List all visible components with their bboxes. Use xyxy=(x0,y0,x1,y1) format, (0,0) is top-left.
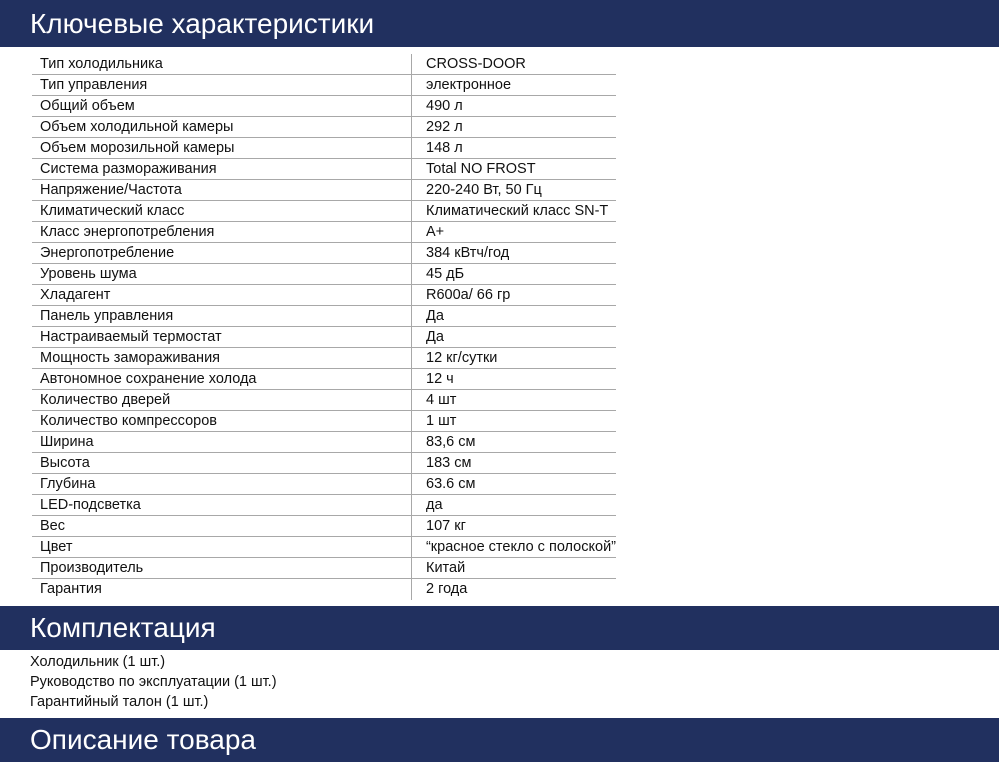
spec-label: Объем холодильной камеры xyxy=(40,119,234,135)
spec-value: 148 л xyxy=(411,138,616,158)
spec-row xyxy=(32,54,616,75)
spec-label: Мощность замораживания xyxy=(40,350,221,366)
spec-row xyxy=(32,327,616,348)
specs-section-header xyxy=(0,0,999,47)
package-item: Холодильник (1 шт.) xyxy=(30,654,166,670)
spec-value: 183 см xyxy=(411,453,616,473)
spec-value: 12 кг/сутки xyxy=(411,348,616,368)
spec-label: Энергопотребление xyxy=(40,245,175,261)
spec-value: 490 л xyxy=(411,96,616,116)
spec-label: Ширина xyxy=(40,434,94,450)
spec-value: 220-240 Вт, 50 Гц xyxy=(411,180,616,200)
spec-value: 4 шт xyxy=(411,390,616,410)
spec-label: Уровень шума xyxy=(40,266,137,282)
spec-row xyxy=(32,222,616,243)
package-title: Комплектация xyxy=(30,612,216,643)
spec-label: Панель управления xyxy=(40,308,174,324)
spec-row xyxy=(32,495,616,516)
spec-label: Система размораживания xyxy=(40,161,217,177)
spec-row xyxy=(32,474,616,495)
spec-label: Количество дверей xyxy=(40,392,171,408)
spec-label: Климатический класс xyxy=(40,203,185,219)
spec-row xyxy=(32,453,616,474)
spec-row xyxy=(32,75,616,96)
spec-label: LED-подсветка xyxy=(40,497,141,513)
spec-label: Объем морозильной камеры xyxy=(40,140,235,156)
specs-table xyxy=(32,54,616,600)
spec-value: Total NO FROST xyxy=(411,159,616,179)
spec-row xyxy=(32,390,616,411)
package-list xyxy=(30,652,277,712)
spec-value: 1 шт xyxy=(411,411,616,431)
spec-label: Настраиваемый термостат xyxy=(40,329,222,345)
spec-label: Гарантия xyxy=(40,581,102,597)
spec-value: Да xyxy=(411,306,616,326)
spec-row xyxy=(32,537,616,558)
spec-label: Вес xyxy=(40,518,65,534)
spec-label: Производитель xyxy=(40,560,144,576)
spec-row xyxy=(32,264,616,285)
spec-row xyxy=(32,285,616,306)
spec-row xyxy=(32,369,616,390)
spec-value: “красное стекло с полоской” xyxy=(411,537,616,557)
spec-label: Класс энергопотребления xyxy=(40,224,215,240)
spec-value: 83,6 см xyxy=(411,432,616,452)
spec-value: CROSS-DOOR xyxy=(411,54,616,74)
spec-row xyxy=(32,96,616,117)
spec-value: да xyxy=(411,495,616,515)
package-item: Руководство по эксплуатации (1 шт.) xyxy=(30,674,277,690)
spec-label: Напряжение/Частота xyxy=(40,182,182,198)
spec-value: R600a/ 66 гр xyxy=(411,285,616,305)
spec-label: Цвет xyxy=(40,539,73,555)
spec-value: 107 кг xyxy=(411,516,616,536)
spec-row xyxy=(32,159,616,180)
spec-row xyxy=(32,516,616,537)
spec-row xyxy=(32,348,616,369)
package-item: Гарантийный талон (1 шт.) xyxy=(30,694,209,710)
spec-label: Тип холодильника xyxy=(40,56,163,72)
spec-row xyxy=(32,243,616,264)
spec-row xyxy=(32,117,616,138)
spec-label: Общий объем xyxy=(40,98,135,114)
spec-row xyxy=(32,306,616,327)
spec-label: Автономное сохранение холода xyxy=(40,371,257,387)
spec-value: 292 л xyxy=(411,117,616,137)
spec-row xyxy=(32,579,616,600)
spec-label: Глубина xyxy=(40,476,96,492)
spec-value: Климатический класс SN-T xyxy=(411,201,616,221)
spec-label: Хладагент xyxy=(40,287,111,303)
spec-value: 2 года xyxy=(411,579,616,600)
spec-value: 63.6 см xyxy=(411,474,616,494)
spec-value: 45 дБ xyxy=(411,264,616,284)
spec-row xyxy=(32,201,616,222)
spec-row xyxy=(32,138,616,159)
spec-label: Высота xyxy=(40,455,90,471)
spec-value: Да xyxy=(411,327,616,347)
spec-value: A+ xyxy=(411,222,616,242)
specs-title: Ключевые характеристики xyxy=(30,7,375,39)
spec-row xyxy=(32,432,616,453)
spec-value: электронное xyxy=(411,75,616,95)
spec-label: Тип управления xyxy=(40,77,148,93)
spec-value: 384 кВтч/год xyxy=(411,243,616,263)
description-title: Описание товара xyxy=(30,724,256,755)
spec-value: Китай xyxy=(411,558,616,578)
spec-value: 12 ч xyxy=(411,369,616,389)
spec-row xyxy=(32,558,616,579)
description-section-header xyxy=(0,718,999,762)
package-section-header xyxy=(0,606,999,650)
spec-label: Количество компрессоров xyxy=(40,413,217,429)
spec-row xyxy=(32,180,616,201)
spec-row xyxy=(32,411,616,432)
